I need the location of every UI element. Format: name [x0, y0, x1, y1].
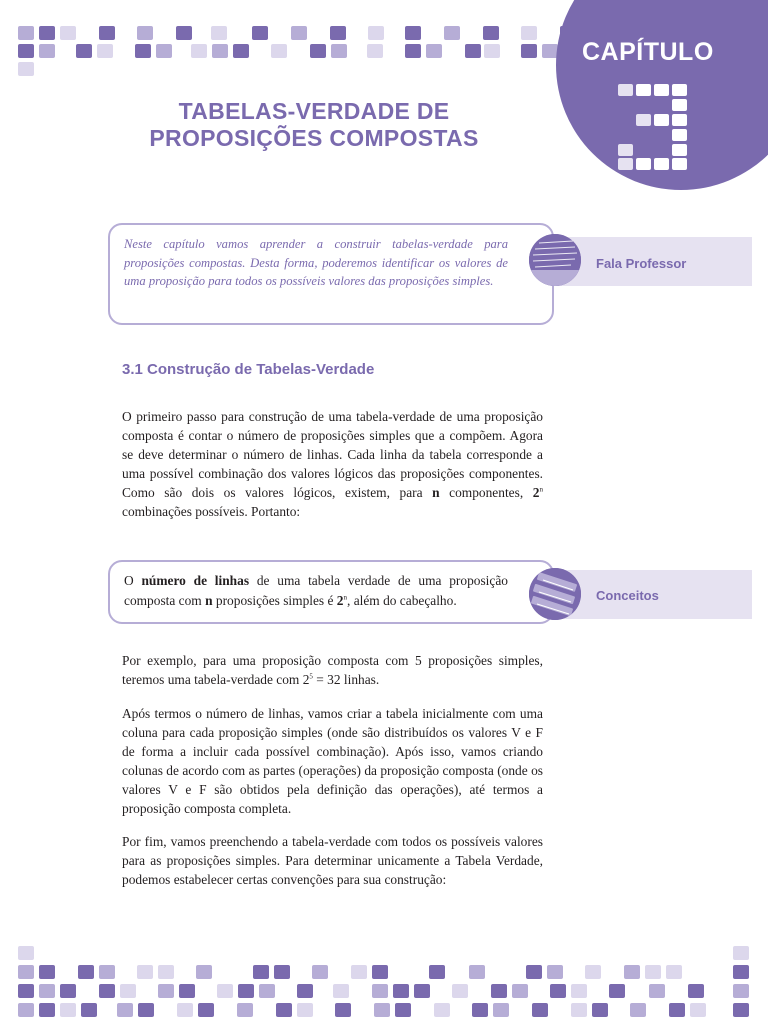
paragraph-2-exponent: 5: [309, 672, 313, 681]
concept-text-mid2: proposições simples é: [215, 593, 334, 608]
paragraph-2-end: = 32 linhas.: [316, 672, 380, 687]
fala-professor-label: Fala Professor: [596, 256, 687, 271]
paragraph-2: [122, 651, 543, 689]
intro-box: [108, 223, 554, 325]
concept-box: [108, 560, 554, 624]
paragraph-1-exponent: n: [539, 485, 543, 494]
paragraph-3: Após termos o número de linhas, vamos criar a tabela inicialmente com uma coluna para cada proposição simples (onde são distribuídos os valores V e F de forma a incluir cada possível combinação). Após isso, vamos criando colunas de acordo com as partes (operações) da proposição composta (onde os valores V e F são obtidos pela definição das operações), até termos a proposição composta completa.: [122, 706, 543, 816]
concept-bold-term: número de linhas: [141, 573, 250, 588]
books-icon: [529, 568, 581, 620]
concept-text-end: , além do cabeçalho.: [347, 593, 457, 608]
bottom-decorative-pattern: [0, 940, 768, 1024]
concept-text-start: O: [124, 573, 134, 588]
chapter-label: CAPÍTULO: [582, 38, 714, 66]
page-title: [100, 98, 528, 152]
section-heading: 3.1 Construção de Tabelas-Verdade: [122, 361, 375, 378]
paragraph-1: [122, 407, 543, 521]
concept-two: 2: [336, 593, 344, 608]
concept-text-mid: de uma tabela verdade de uma proposição composta com: [124, 573, 508, 608]
title-line-2: PROPOSIÇÕES COMPOSTAS: [149, 125, 479, 151]
concept-exponent: n: [343, 593, 347, 602]
concept-text: [124, 571, 508, 611]
title-line-1: TABELAS-VERDADE DE: [178, 98, 450, 124]
paragraph-1-text: O primeiro passo para construção de uma tabela-verdade de uma proposição composta é contar o número de proposições simples que a compõem. Agora se deve determinar o número de linhas. Cada linha da tabela corresponde a uma possível combinação dos valores lógicos das proposições componentes. Como são dois os valores lógicos, existem, para: [122, 409, 543, 500]
concept-n: n: [205, 593, 213, 608]
paragraph-2-start: Por exemplo, para uma proposição composta com 5 proposições simples, teremos uma tabela-verdade com 2: [122, 653, 543, 687]
chalkboard-icon: [529, 234, 581, 286]
paragraph-1-n: n: [432, 485, 440, 500]
paragraph-1-two: 2: [532, 485, 540, 500]
paragraph-4: Por fim, vamos preenchendo a tabela-verdade com todos os possíveis valores para as proposições simples. Para determinar unicamente a Tabela Verdade, podemos estabelecer certas convenções para sua construção:: [122, 834, 543, 887]
paragraph-1-end: combinações possíveis. Portanto:: [122, 504, 301, 519]
paragraph-1-mid: componentes,: [449, 485, 524, 500]
chapter-number-3: [612, 80, 692, 172]
conceitos-label: Conceitos: [596, 588, 659, 603]
intro-text: Neste capítulo vamos aprender a construir tabelas-verdade para proposições compostas. Desta forma, poderemos identificar os valores de uma proposição para todos os possíveis valores das proposições simples.: [124, 237, 508, 288]
